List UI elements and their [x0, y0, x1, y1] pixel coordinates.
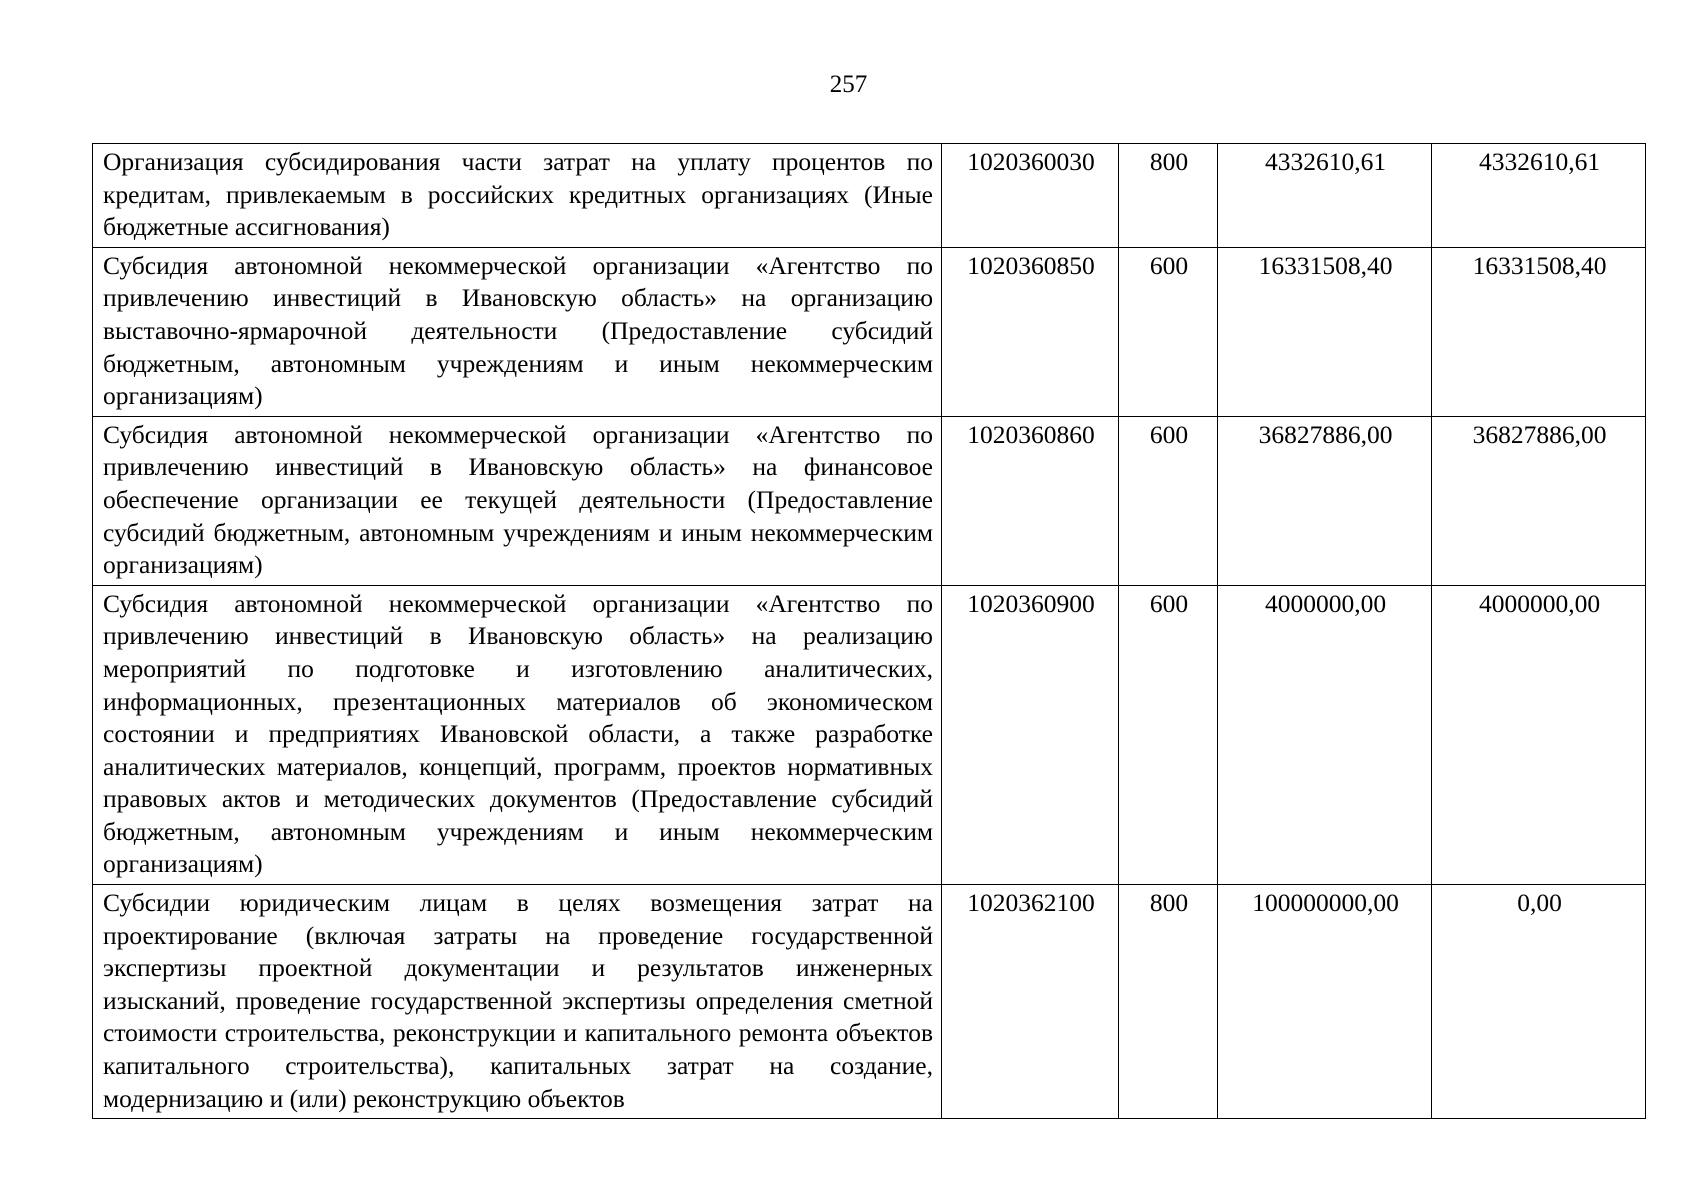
row-target-code: 1020360850 — [942, 247, 1119, 416]
page-number: 257 — [829, 71, 868, 98]
row-amount-1: 4332610,61 — [1218, 144, 1432, 248]
row-amount-1: 4000000,00 — [1218, 585, 1432, 884]
row-expense-type: 600 — [1119, 585, 1218, 884]
row-target-code: 1020360900 — [942, 585, 1119, 884]
row-expense-type: 600 — [1119, 416, 1218, 585]
row-expense-type: 600 — [1119, 247, 1218, 416]
row-target-code: 1020360030 — [942, 144, 1119, 248]
budget-table — [92, 143, 1646, 1119]
table-row — [93, 144, 1646, 248]
row-target-code: 1020362100 — [942, 885, 1119, 1119]
row-description: Субсидия автономной некоммерческой организации «Агентство по привлечению инвестиций в Ивановскую область» на организацию выставочно-ярмарочной деятельности (Предоставление субсидий бюджетным, автономным учреждениям и иным некоммерческим организациям) — [93, 247, 942, 416]
row-amount-1: 100000000,00 — [1218, 885, 1432, 1119]
table-row — [93, 585, 1646, 884]
row-amount-1: 16331508,40 — [1218, 247, 1432, 416]
row-amount-1: 36827886,00 — [1218, 416, 1432, 585]
table-row — [93, 247, 1646, 416]
row-description: Субсидия автономной некоммерческой организации «Агентство по привлечению инвестиций в Ивановскую область» на финансовое обеспечение организации ее текущей деятельности (Предоставление субсидий бюджетным, автономным учреждениям и иным некоммерческим организациям) — [93, 416, 942, 585]
table-row — [93, 885, 1646, 1119]
table-row — [93, 416, 1646, 585]
row-description: Субсидия автономной некоммерческой организации «Агентство по привлечению инвестиций в Ивановскую область» на реализацию мероприятий по подготовке и изготовлению аналитических, информационных, презентационных материалов об экономическом состоянии и предприятиях Ивановской области, а также разработке аналитических материалов, концепций, программ, проектов нормативных правовых актов и методических документов (Предоставление субсидий бюджетным, автономным учреждениям и иным некоммерческим организациям) — [93, 585, 942, 884]
row-description: Организация субсидирования части затрат на уплату процентов по кредитам, привлекаемым в российских кредитных организациях (Иные бюджетные ассигнования) — [93, 144, 942, 248]
row-description: Субсидии юридическим лицам в целях возмещения затрат на проектирование (включая затраты на проведение государственной экспертизы проектной документации и результатов инженерных изысканий, проведение государственной экспертизы определения сметной стоимости строительства, реконструкции и капитального ремонта объектов капитального строительства), капитальных затрат на создание, модернизацию и (или) реконструкцию объектов — [93, 885, 942, 1119]
row-target-code: 1020360860 — [942, 416, 1119, 585]
row-amount-2: 4332610,61 — [1432, 144, 1646, 248]
row-expense-type: 800 — [1119, 144, 1218, 248]
row-amount-2: 4000000,00 — [1432, 585, 1646, 884]
row-amount-2: 36827886,00 — [1432, 416, 1646, 585]
row-expense-type: 800 — [1119, 885, 1218, 1119]
row-amount-2: 0,00 — [1432, 885, 1646, 1119]
row-amount-2: 16331508,40 — [1432, 247, 1646, 416]
